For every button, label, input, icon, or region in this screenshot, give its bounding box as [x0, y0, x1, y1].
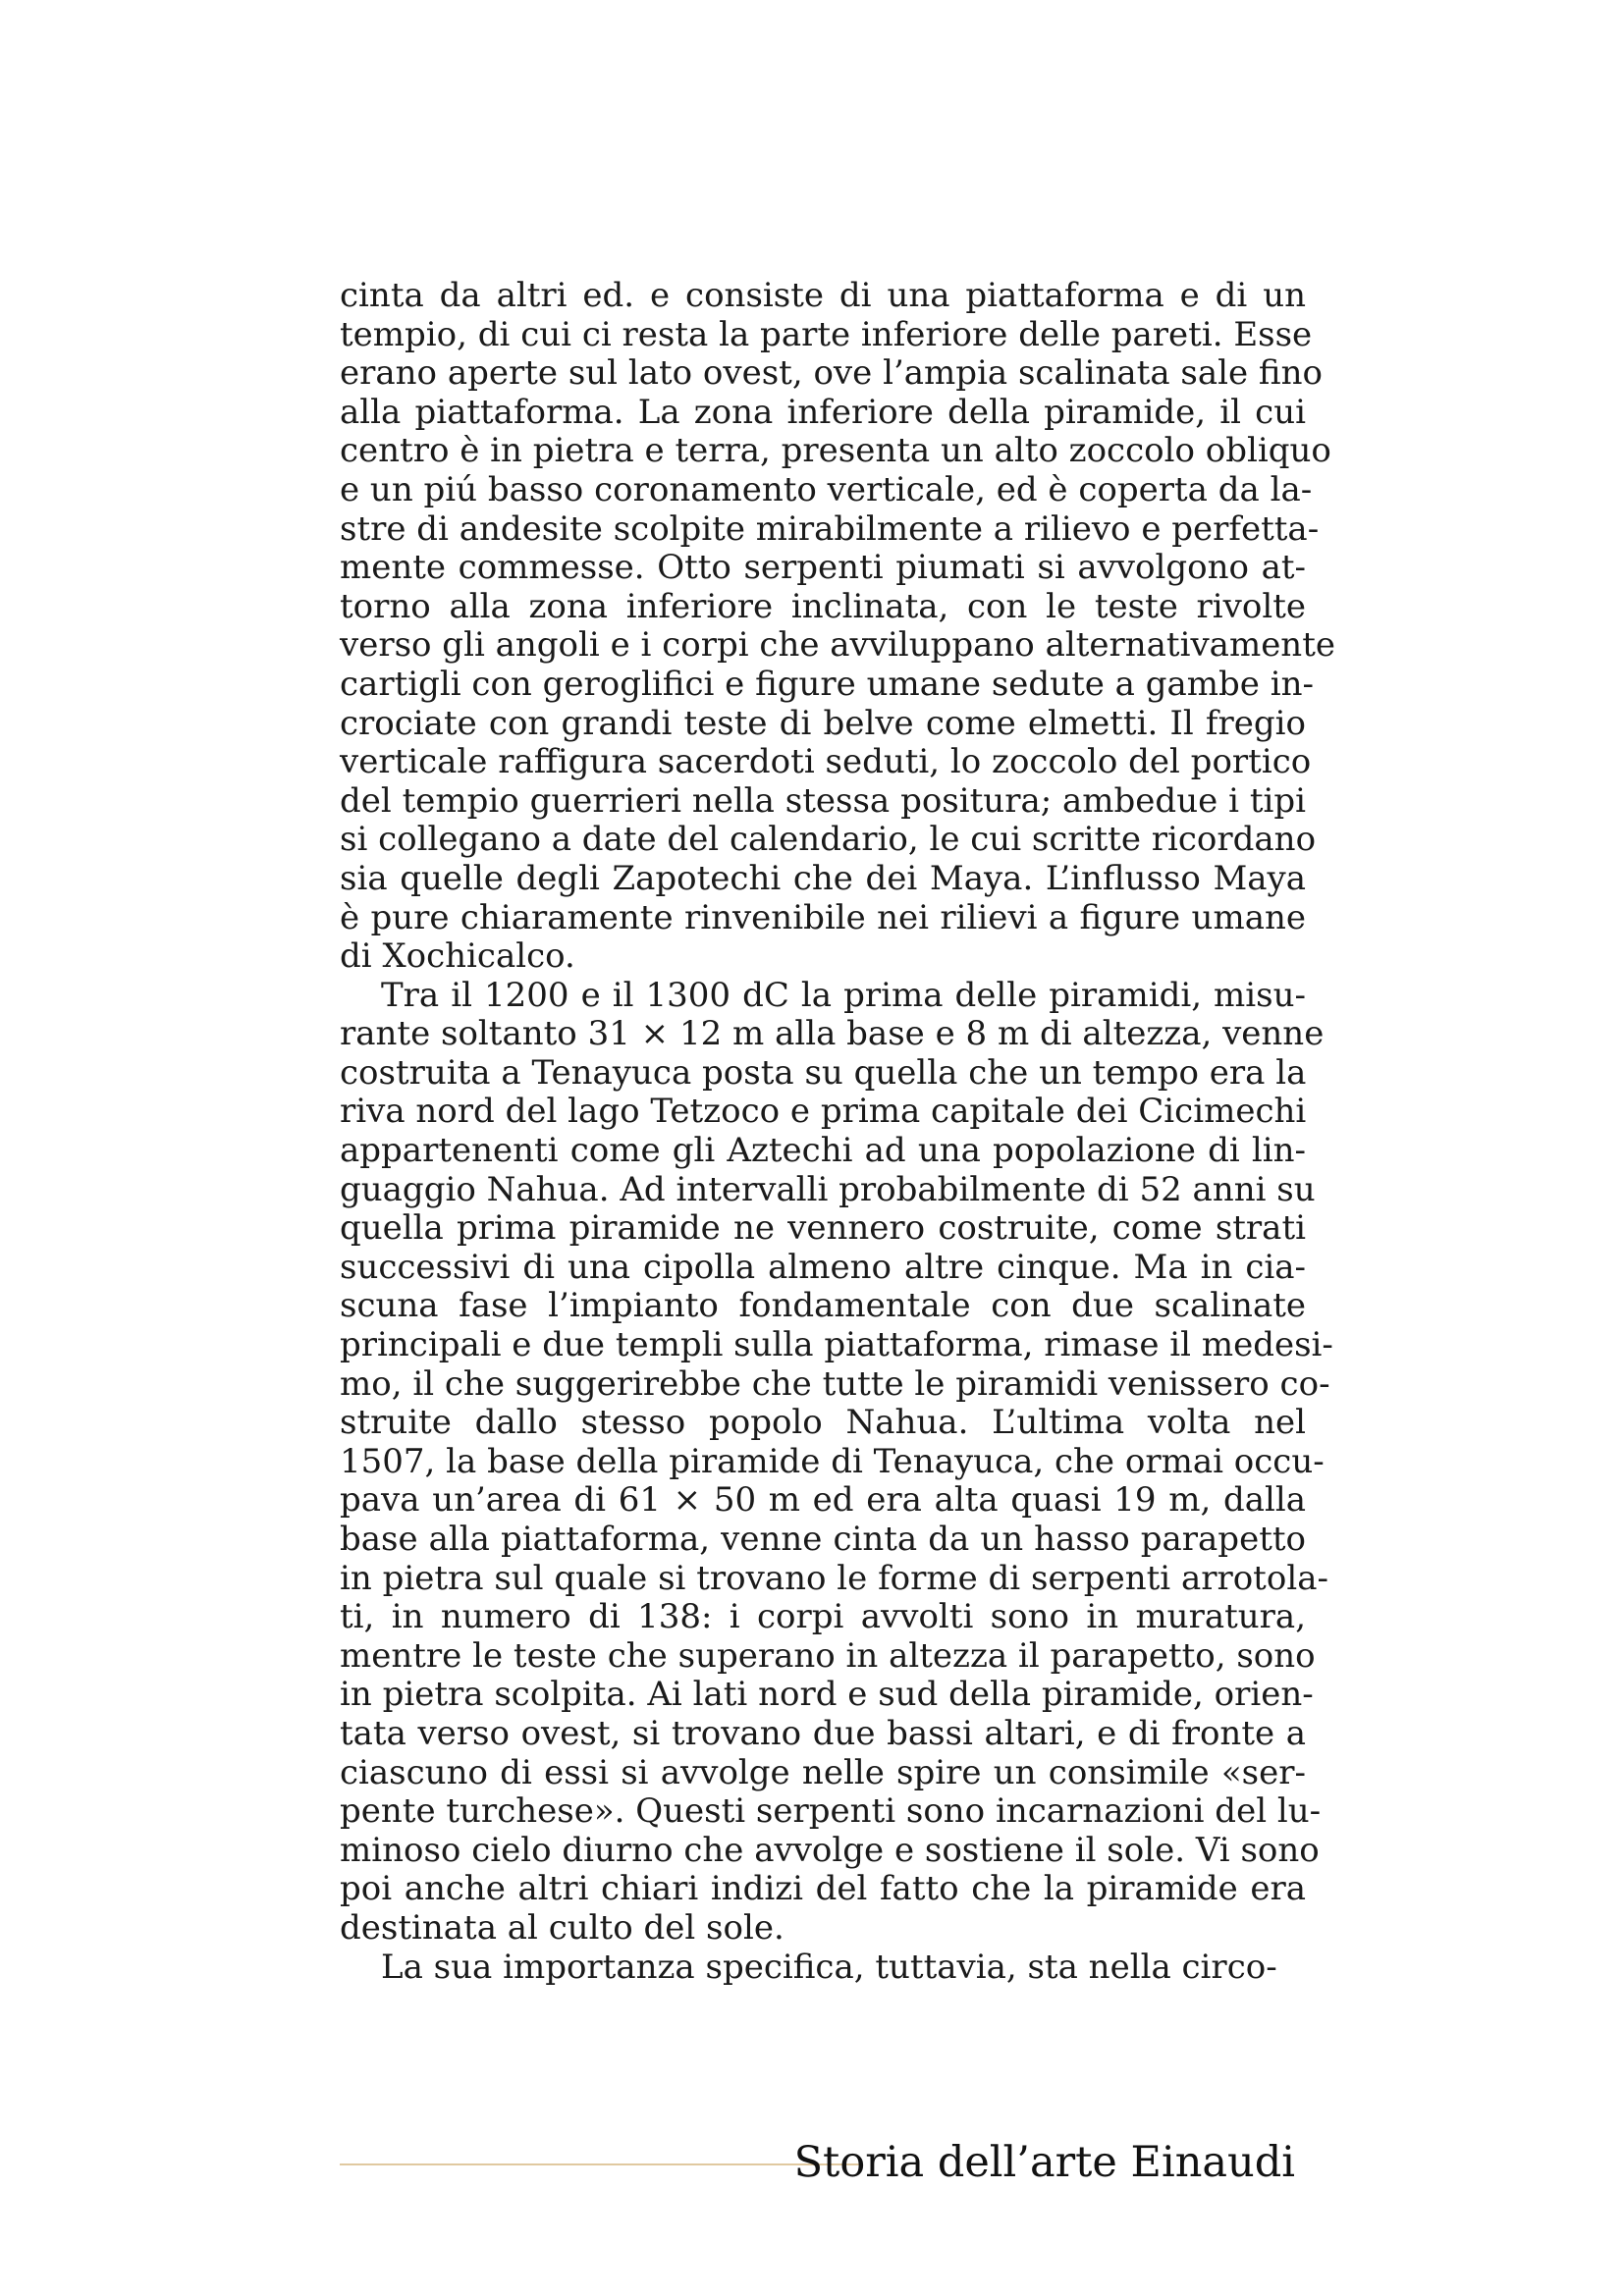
text-line: mo, il che suggerirebbe che tutte le piramidi venissero co-	[340, 1363, 1330, 1404]
text-line: mentre le teste che superano in altezza il parapetto, sono	[340, 1635, 1316, 1676]
text-line: riva nord del lago Tetzoco e prima capitale dei Cicimechi	[340, 1092, 1307, 1132]
text-line: cinta da altri ed. e consiste di una piattaforma e di un	[340, 276, 1306, 315]
text-line: verticale raffigura sacerdoti seduti, lo zoccolo del portico	[340, 742, 1312, 782]
text-line: struite dallo stesso popolo Nahua. L’ultima volta nel	[340, 1403, 1306, 1443]
text-line: successivi di una cipolla almeno altre cinque. Ma in cia-	[340, 1247, 1306, 1287]
text-line-paragraph-start: La sua importanza specifica, tuttavia, sta nella circo-	[381, 1947, 1277, 1987]
text-line-paragraph-start: Tra il 1200 e il 1300 dC la prima delle piramidi, misu-	[381, 975, 1306, 1015]
text-line: in pietra sul quale si trovano le forme di serpenti arrotola-	[340, 1558, 1328, 1598]
text-line: si collegano a date del calendario, le cui scritte ricordano	[340, 820, 1317, 860]
text-line: del tempio guerrieri nella stessa positura; ambedue i tipi	[340, 780, 1306, 821]
text-line: costruita a Tenayuca posta su quella che un tempo era la	[340, 1052, 1307, 1093]
text-line: in pietra scolpita. Ai lati nord e sud della piramide, orien-	[340, 1675, 1314, 1715]
text-line: erano aperte sul lato ovest, ove l’ampia scalinata sale fino	[340, 353, 1323, 394]
text-line-paragraph-end: destinata al culto del sole.	[340, 1907, 784, 1948]
text-line: 1507, la base della piramide di Tenayuca, che ormai occu-	[340, 1441, 1325, 1481]
text-line: ti, in numero di 138: i corpi avvolti sono in muratura,	[340, 1597, 1306, 1637]
footer-publication-title: Storia dell’arte Einaudi	[793, 2138, 1295, 2187]
text-line: alla piattaforma. La zona inferiore della piramide, il cui	[340, 392, 1306, 432]
text-line: centro è in pietra e terra, presenta un alto zoccolo obliquo	[340, 431, 1331, 471]
text-line: appartenenti come gli Aztechi ad una popolazione di lin-	[340, 1131, 1306, 1171]
text-line: base alla piattaforma, venne cinta da un hasso parapetto	[340, 1520, 1306, 1559]
text-line: mente commesse. Otto serpenti piumati si avvolgono at-	[340, 548, 1306, 588]
footer-rule	[340, 2163, 860, 2165]
text-line: torno alla zona inferiore inclinata, con le teste rivolte	[340, 586, 1306, 626]
text-line: ciascuno di essi si avvolge nelle spire un consimile «ser-	[340, 1752, 1306, 1792]
text-line: pente turchese». Questi serpenti sono incarnazioni del lu-	[340, 1791, 1322, 1832]
page-body-text	[340, 276, 1335, 1987]
text-line: verso gli angoli e i corpi che avviluppano alternativamente	[340, 625, 1335, 666]
text-line: quella prima piramide ne vennero costruite, come strati	[340, 1208, 1306, 1249]
text-line-paragraph-end: di Xochicalco.	[340, 936, 575, 977]
text-line: guaggio Nahua. Ad intervalli probabilmente di 52 anni su	[340, 1169, 1316, 1209]
text-line: scuna fase l’impianto fondamentale con due scalinate	[340, 1286, 1306, 1326]
text-line: cartigli con geroglifici e figure umane sedute a gambe in-	[340, 664, 1314, 704]
text-line: pava un’area di 61 × 50 m ed era alta quasi 19 m, dalla	[340, 1480, 1306, 1521]
text-line: crociate con grandi teste di belve come elmetti. Il fregio	[340, 703, 1306, 743]
text-line: minoso cielo diurno che avvolge e sostiene il sole. Vi sono	[340, 1830, 1320, 1870]
text-line: rante soltanto 31 × 12 m alla base e 8 m di altezza, venne	[340, 1014, 1325, 1054]
text-line: stre di andesite scolpite mirabilmente a rilievo e perfetta-	[340, 508, 1320, 549]
text-line: sia quelle degli Zapotechi che dei Maya. L’influsso Maya	[340, 858, 1306, 898]
text-line: poi anche altri chiari indizi del fatto che la piramide era	[340, 1869, 1306, 1909]
text-line: principali e due templi sulla piattaforma, rimase il medesi-	[340, 1325, 1333, 1365]
text-line: tempio, di cui ci resta la parte inferiore delle pareti. Esse	[340, 314, 1313, 354]
text-line: tata verso ovest, si trovano due bassi altari, e di fronte a	[340, 1713, 1306, 1753]
text-line: e un piú basso coronamento verticale, ed è coperta da la-	[340, 469, 1313, 509]
text-line: è pure chiaramente rinvenibile nei rilievi a figure umane	[340, 897, 1306, 937]
